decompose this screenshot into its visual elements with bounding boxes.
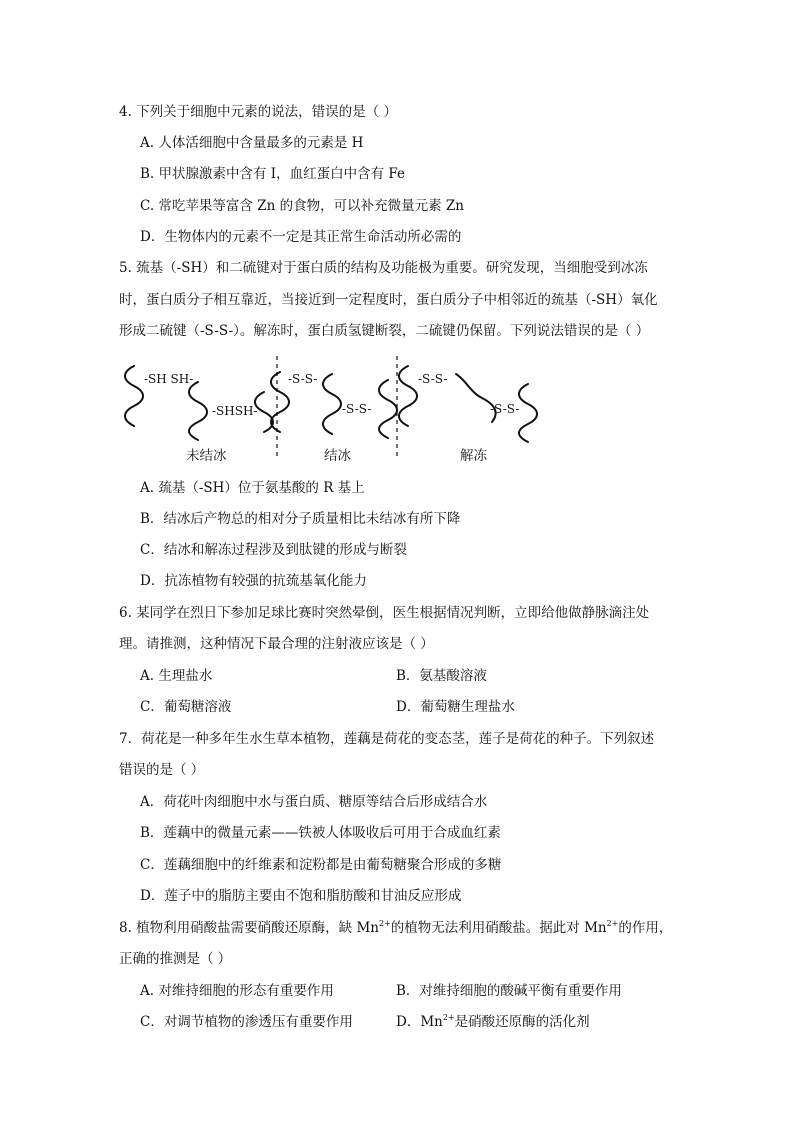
q5-stem-line-2: 时，蛋白质分子相互靠近，当接近到一定程度时，蛋白质分子中相邻近的巯基（-SH）氧化 <box>119 292 658 308</box>
q8-stem-part-2: 的植物无法利用硝酸盐。据此对 Mn <box>390 920 607 936</box>
q7-option-a: A．荷花叶肉细胞中水与蛋白质、糖原等结合后形成结合水 <box>140 794 488 810</box>
chain-unfrozen-3 <box>255 392 273 432</box>
q8-option-d <box>396 1013 590 1031</box>
q4-option-a: A. 人体活细胞中含量最多的元素是 H <box>140 135 364 151</box>
chain-thawed-3 <box>519 384 537 442</box>
figure-label-unfrozen: 未结冰 <box>186 448 227 464</box>
mn-charge-sup-3: 2+ <box>442 1013 455 1022</box>
q6-stem-line-1: 6. 某同学在烈日下参加足球比赛时突然晕倒，医生根据情况判断，立即给他做静脉滴注处 <box>119 605 650 621</box>
mn-charge-sup-1: 2+ <box>378 919 391 928</box>
q4-stem: 4. 下列关于细胞中元素的说法，错误的是（ ） <box>119 104 397 120</box>
q5-option-c: C．结冰和解冻过程涉及到肽键的形成与断裂 <box>140 542 407 558</box>
q6-option-b: B．氨基酸溶液 <box>396 668 487 684</box>
q5-option-d: D．抗冻植物有较强的抗巯基氧化能力 <box>140 573 367 589</box>
q7-stem-line-1: 7．荷花是一种多年生水生草本植物，莲藕是荷花的变态茎，莲子是荷花的种子。下列叙述 <box>119 731 655 747</box>
q7-option-d: D．莲子中的脂肪主要由不饱和脂肪酸和甘油反应形成 <box>140 888 462 904</box>
q6-option-c: C．葡萄糖溶液 <box>140 699 232 715</box>
q8-stem-part-1: 8. 植物利用硝酸盐需要硝酸还原酶，缺 Mn <box>119 920 379 936</box>
q7-option-c: C．莲藕细胞中的纤维素和淀粉都是由葡萄糖聚合形成的多糖 <box>140 857 502 873</box>
chain-thawed-1 <box>399 366 417 426</box>
figure-label-thawed: 解冻 <box>460 448 487 464</box>
q4-option-b: B. 甲状腺激素中含有 I，血红蛋白中含有 Fe <box>140 166 406 182</box>
q6-stem-line-2: 理。请推测，这种情况下最合理的注射液应该是（ ） <box>119 636 434 652</box>
q4-option-d: D．生物体内的元素不一定是其正常生命活动所必需的 <box>140 229 462 245</box>
chain-unfrozen-2 <box>189 382 207 440</box>
chain-frozen-3 <box>379 380 397 438</box>
q8-stem-line-1 <box>119 919 672 937</box>
q5-option-b: B．结冰后产物总的相对分子质量相比未结冰有所下降 <box>140 511 461 527</box>
q7-stem-line-2: 错误的是（ ） <box>119 762 205 778</box>
q8-stem-line-2: 正确的推测是（ ） <box>119 951 232 967</box>
bond-label-sh-1: -SH SH- <box>144 372 194 386</box>
chain-unfrozen-1 <box>125 366 143 426</box>
q8-option-d-part-1: D．Mn <box>396 1014 443 1030</box>
chain-frozen-2 <box>323 374 341 434</box>
q8-option-c: C．对调节植物的渗透压有重要作用 <box>140 1014 353 1030</box>
bond-label-ss-2: -S-S- <box>342 402 372 416</box>
q5-option-a: A. 巯基（-SH）位于氨基酸的 R 基上 <box>140 480 365 496</box>
q8-option-a: A. 对维持细胞的形态有重要作用 <box>140 983 334 999</box>
bond-label-ss-4: -S-S- <box>490 402 520 416</box>
bond-label-sh-2: -SHSH- <box>212 404 258 418</box>
q5-stem-line-1: 5. 巯基（-SH）和二硫键对于蛋白质的结构及功能极为重要。研究发现，当细胞受到冰冻 <box>119 260 648 276</box>
q8-stem-part-3: 的作用， <box>618 920 673 936</box>
figure-label-frozen: 结冰 <box>324 448 351 464</box>
bond-label-ss-3: -S-S- <box>418 372 448 386</box>
mn-charge-sup-2: 2+ <box>606 919 619 928</box>
q6-option-d: D．葡萄糖生理盐水 <box>396 699 515 715</box>
q8-option-b: B．对维持细胞的酸碱平衡有重要作用 <box>396 983 622 999</box>
q8-option-d-part-2: 是硝酸还原酶的活化剂 <box>454 1014 590 1030</box>
bond-label-ss-1: -S-S- <box>288 372 318 386</box>
q5-stem-line-3: 形成二硫键（-S-S-）。解冻时，蛋白质氢键断裂，二硫键仍保留。下列说法错误的是（ ） <box>119 323 650 339</box>
q6-option-a: A. 生理盐水 <box>140 668 213 684</box>
protein-bond-figure <box>120 352 550 464</box>
q7-option-b: B．莲藕中的微量元素——铁被人体吸收后可用于合成血红素 <box>140 825 501 841</box>
q4-option-c: C. 常吃苹果等富含 Zn 的食物，可以补充微量元素 Zn <box>140 198 464 214</box>
